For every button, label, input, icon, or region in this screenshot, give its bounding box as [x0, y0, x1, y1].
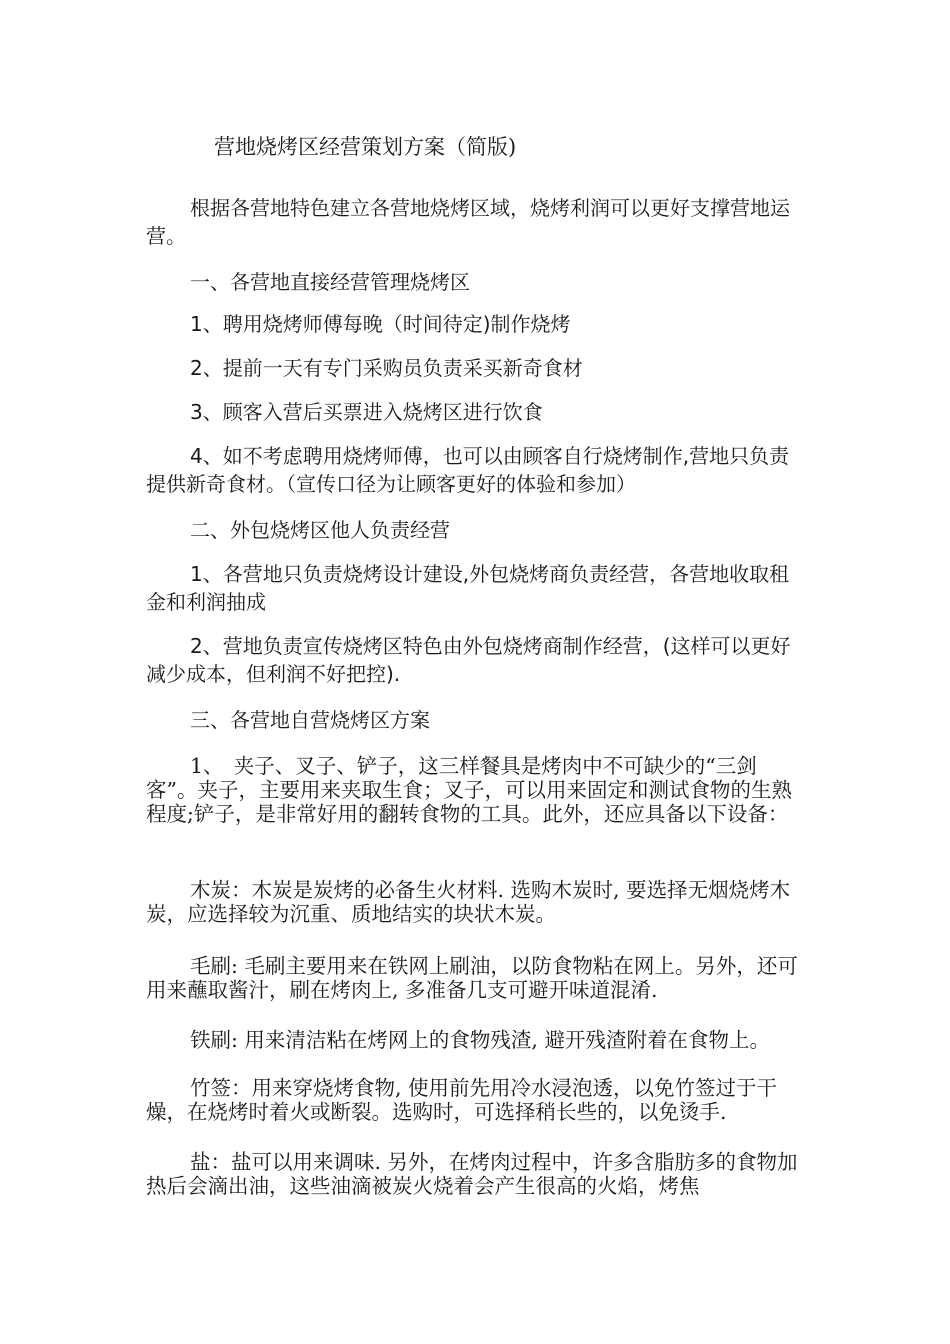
intro-paragraph: 根据各营地特色建立各营地烧烤区域，烧烤利润可以更好支撑营地运营。: [146, 196, 790, 248]
document-title: 营地烧烤区经营策划方案（简版): [214, 135, 517, 159]
item-skewers: 竹签：用来穿烧烤食物, 使用前先用冷水浸泡透，以免竹签过于干燥，在烧烤时着火或断裂。选购时，可选择稍长些的，以免烫手.: [146, 1076, 778, 1124]
item-brush: 毛刷: 毛刷主要用来在铁网上刷油，以防食物粘在网上。另外，还可用来蘸取酱汁，刷在烤肉上, 多准备几支可避开味道混淆.: [146, 954, 798, 1002]
section-heading-1: 一、各营地直接经营管理烧烤区: [190, 270, 470, 294]
item-wire-brush: 铁刷: 用来清洁粘在烤网上的食物残渣, 避开残渣附着在食物上。: [190, 1028, 770, 1052]
list-item-1-1: 1、聘用烧烤师傅每晚（时间待定)制作烧烤: [190, 312, 571, 336]
list-item-2-1: 1、各营地只负责烧烤设计建设,外包烧烤商负责经营，各营地收取租金和利润抽成: [146, 562, 790, 614]
list-item-3-1: 1、 夹子、叉子、铲子，这三样餐具是烤肉中不可缺少的“三剑客”。夹子，主要用来夹取生食；叉子，可以用来固定和测试食物的生熟程度;铲子，是非常好用的翻转食物的工具。此外，还应具备以下设备：: [146, 754, 792, 826]
item-salt: 盐：盐可以用来调味. 另外，在烤肉过程中，许多含脂肪多的食物加热后会滴出油，这些油滴被炭火烧着会产生很高的火焰，烤焦: [146, 1150, 798, 1198]
section-heading-2: 二、外包烧烤区他人负责经营: [190, 518, 450, 542]
list-item-1-2: 2、提前一天有专门采购员负责采买新奇食材: [190, 356, 583, 380]
item-charcoal: 木炭：木炭是炭烤的必备生火材料. 选购木炭时, 要选择无烟烧烤木炭，应选择较为沉重、质地结实的块状木炭。: [146, 878, 791, 926]
list-item-1-4: 4、如不考虑聘用烧烤师傅，也可以由顾客自行烧烤制作,营地只负责提供新奇食材。（宣传口径为让顾客更好的体验和参加）: [146, 444, 790, 496]
list-item-1-3: 3、顾客入营后买票进入烧烤区进行饮食: [190, 400, 543, 424]
section-heading-3: 三、各营地自营烧烤区方案: [190, 708, 430, 732]
list-item-2-2: 2、营地负责宣传烧烤区特色由外包烧烤商制作经营，(这样可以更好减少成本，但利润不好把控).: [146, 634, 791, 686]
